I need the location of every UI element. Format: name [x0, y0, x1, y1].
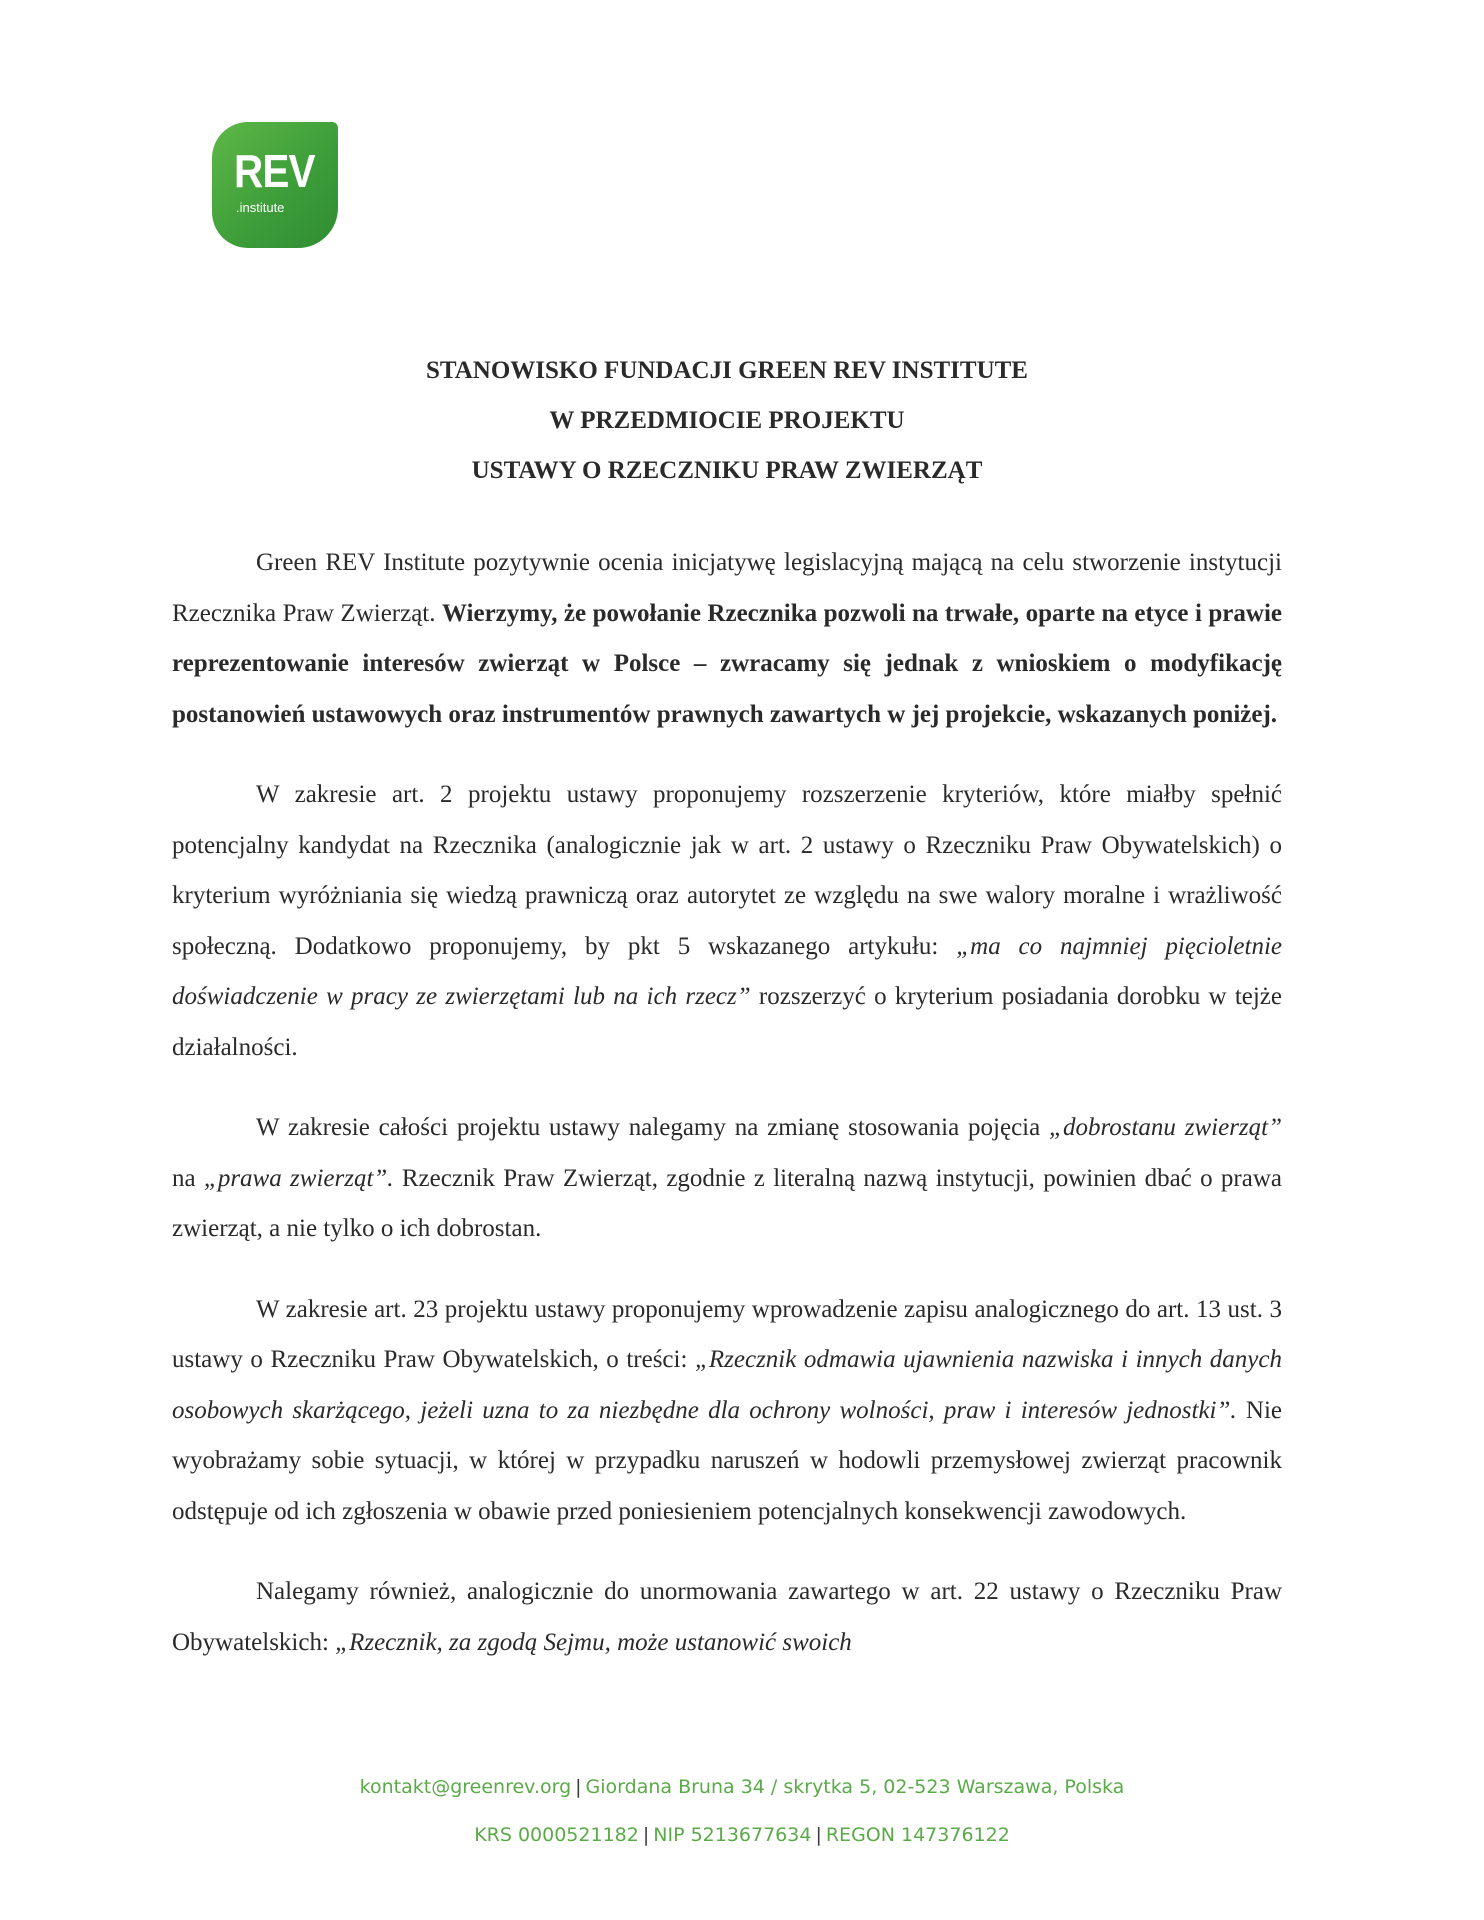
paragraph-4-text-b: Nie wyobrażamy sobie sytuacji, w której w przypadku naruszeń w hodowli przemysłowej zwierząt pracownik odstępuje od ich zgłoszenia w obawie przed poniesieniem potencjalnych konsekwencji zawodowych.: [172, 1396, 1282, 1525]
footer-regon: REGON 147376122: [825, 1824, 1010, 1846]
logo-main-text: REV: [234, 145, 315, 197]
document-title: [172, 346, 1282, 496]
paragraph-1: [172, 538, 1282, 740]
document-body: [172, 538, 1282, 1668]
footer-address: Giordana Bruna 34 / skrytka 5, 02-523 Warszawa, Polska: [585, 1776, 1125, 1798]
paragraph-2: [172, 770, 1282, 1073]
title-line-1: STANOWISKO FUNDACJI GREEN REV INSTITUTE: [426, 357, 1028, 384]
footer-separator: |: [815, 1824, 822, 1846]
paragraph-5-text: Nalegamy również, analogicznie do unormowania zawartego w art. 22 ustawy o Rzeczniku Praw Obywatelskich:: [172, 1578, 1282, 1656]
paragraph-3: [172, 1103, 1282, 1255]
paragraph-1-bold: Wierzymy, że powołanie Rzecznika pozwoli na trwałe, oparte na etyce i prawie reprezentowanie interesów zwierząt w Polsce – zwracamy się jednak z wnioskiem o modyfikację postanowień ustawowych oraz instrumentów prawnych zawartych w jej projekcie, wskazanych poniżej.: [172, 599, 1283, 728]
title-line-2: W PRZEDMIOCIE PROJEKTU: [549, 407, 905, 434]
paragraph-3-text-b: na: [172, 1164, 204, 1192]
rev-institute-logo: [212, 122, 338, 248]
footer-krs: KRS 0000521182: [474, 1824, 639, 1846]
paragraph-4-text-a: W zakresie art. 23 projektu ustawy proponujemy wprowadzenie zapisu analogicznego do art. 13 ust. 3 ustawy o Rzeczniku Praw Obywatelskich, o treści:: [172, 1295, 1282, 1373]
paragraph-4: [172, 1285, 1282, 1538]
footer-separator: |: [575, 1776, 582, 1798]
paragraph-3-text-c: Rzecznik Praw Zwierząt, zgodnie z literalną nazwą instytucji, powinien dbać o prawa zwierząt, a nie tylko o ich dobrostan.: [172, 1164, 1282, 1242]
paragraph-3-quote-b: „prawa zwierząt”.: [203, 1164, 394, 1192]
logo-sub-text: .institute: [236, 200, 285, 215]
paragraph-2-text-a: W zakresie art. 2 projektu ustawy proponujemy rozszerzenie kryteriów, które miałby spełnić potencjalny kandydat na Rzecznika (analogicznie jak w art. 2 ustawy o Rzeczniku Praw Obywatelskich) o kryterium wyróżniania się wiedzą prawniczą oraz autorytet ze względu na swe walory moralne i wrażliwość społeczną. Dodatkowo proponujemy, by pkt 5 wskazanego artykułu:: [172, 781, 1282, 960]
paragraph-3-quote-a: „dobrostanu zwierząt”: [1049, 1114, 1283, 1141]
footer-nip: NIP 5213677634: [653, 1824, 812, 1846]
paragraph-3-text-a: W zakresie całości projektu ustawy nalegamy na zmianę stosowania pojęcia: [256, 1114, 1050, 1141]
paragraph-5-quote: „Rzecznik, za zgodą Sejmu, może ustanowić swoich: [335, 1628, 852, 1656]
paragraph-1-text: Green REV Institute pozytywnie ocenia inicjatywę legislacyjną mającą na celu stworzenie instytucji Rzecznika Praw Zwierząt.: [172, 549, 1282, 627]
footer-registry-line: [0, 1824, 1484, 1846]
paragraph-2-text-b: rozszerzyć o kryterium posiadania dorobku w tejże działalności.: [172, 983, 1282, 1061]
title-line-3: USTAWY O RZECZNIKU PRAW ZWIERZĄT: [471, 457, 983, 484]
paragraph-5: [172, 1567, 1282, 1668]
footer-contact-line: [0, 1776, 1484, 1798]
footer-separator: |: [642, 1824, 650, 1846]
paragraph-4-quote: „Rzecznik odmawia ujawnienia nazwiska i innych danych osobowych skarżącego, jeżeli uzna to za niezbędne dla ochrony wolności, praw i interesów jednostki”.: [172, 1346, 1282, 1424]
footer-email-link[interactable]: kontakt@greenrev.org: [359, 1776, 572, 1798]
paragraph-2-quote: „ma co najmniej pięcioletnie doświadczenie w pracy ze zwierzętami lub na ich rzecz”: [172, 932, 1282, 1010]
